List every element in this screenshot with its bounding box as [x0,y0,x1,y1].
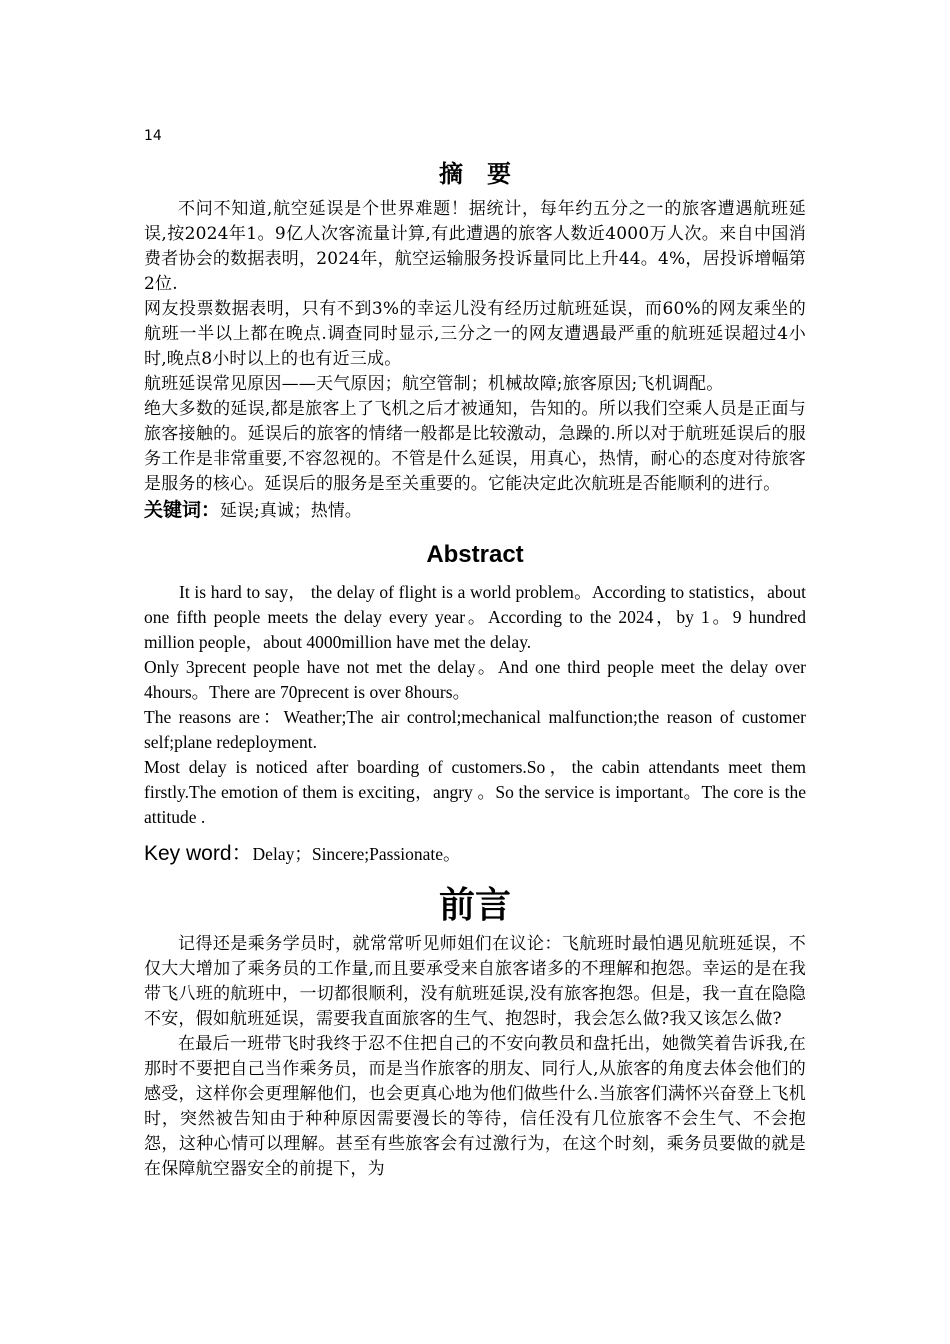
page-number: 14 [144,128,162,144]
preface-paragraph: 记得还是乘务学员时，就常常听见师姐们在议论：飞航班时最怕遇见航班延误，不仅大大增加了乘务员的工作量,而且要承受来自旅客诸多的不理解和抱怨。幸运的是在我带飞八班的航班中，一切都很顺利，没有航班延误,没有旅客抱怨。但是，我一直在隐隐不安，假如航班延误，需要我直面旅客的生气、抱怨时，我会怎么做?我又该怎么做? [144,934,806,1029]
keywords-cn-value: 延误;真诚；热情。 [220,501,362,521]
preface-title: 前言 [438,885,511,926]
abstract-cn-paragraph: 不问不知道,航空延误是个世界难题！据统计，每年约五分之一的旅客遭遇航班延误,按2024年1。9亿人次客流量计算,有此遭遇的旅客人数近4000万人次。来自中国消费者协会的数据表明，2024年，航空运输服务投诉量同比上升44。4%，居投诉增幅第2位. [144,199,806,294]
abstract-en-paragraph: It is hard to say， the delay of flight is a world problem。According to statistics，about one fifth people meets the delay every year。According to the 2024，by 1。9 hundred million people，about 4000million have met the delay. [144,582,806,652]
abstract-en-paragraph: The reasons are：Weather;The air control;mechanical malfunction;the reason of customer self;plane redeployment. [144,707,806,752]
keywords-cn [144,497,806,524]
abstract-en-title: Abstract [426,541,524,568]
keywords-en [144,840,806,868]
abstract-cn-title: 摘 要 [439,160,511,188]
keywords-cn-label: 关键词： [144,499,221,521]
abstract-cn-paragraph: 绝大多数的延误,都是旅客上了飞机之后才被通知，告知的。所以我们空乘人员是正面与旅客接触的。延误后的旅客的情绪一般都是比较激动，急躁的.所以对于航班延误后的服务工作是非常重要,不容忽视的。不管是什么延误，用真心，热情，耐心的态度对待旅客是服务的核心。延误后的服务是至关重要的。它能决定此次航班是否能顺利的进行。 [144,399,806,494]
keywords-en-label: Key word： [144,842,253,865]
document-body [144,155,806,1182]
abstract-en-paragraph: Most delay is noticed after boarding of customers.So，the cabin attendants meet them firstly.The emotion of them is exciting，angry 。So the service is important。The core is the attitude . [144,757,806,827]
preface-paragraph: 在最后一班带飞时我终于忍不住把自己的不安向教员和盘托出，她微笑着告诉我,在那时不要把自己当作乘务员，而是当作旅客的朋友、同行人,从旅客的角度去体会他们的感受，这样你会更理解他们，也会更真心地为他们做些什么.当旅客们满怀兴奋登上飞机时，突然被告知由于种种原因需要漫长的等待，信任没有几位旅客不会生气、不会抱怨，这种心情可以理解。甚至有些旅客会有过激行为，在这个时刻，乘务员要做的就是在保障航空器安全的前提下，为 [144,1034,806,1179]
abstract-en-paragraph: Only 3precent people have not met the delay。And one third people meet the delay over 4hours。There are 70precent is over 8hours。 [144,657,806,702]
abstract-cn-paragraph: 航班延误常见原因——天气原因；航空管制；机械故障;旅客原因;飞机调配。 [144,374,724,394]
keywords-en-value: Delay；Sincere;Passionate。 [252,844,461,864]
abstract-cn-paragraph: 网友投票数据表明，只有不到3%的幸运儿没有经历过航班延误，而60%的网友乘坐的航班一半以上都在晚点.调查同时显示,三分之一的网友遭遇最严重的航班延误超过4小时,晚点8小时以上的也有近三成。 [144,299,806,369]
